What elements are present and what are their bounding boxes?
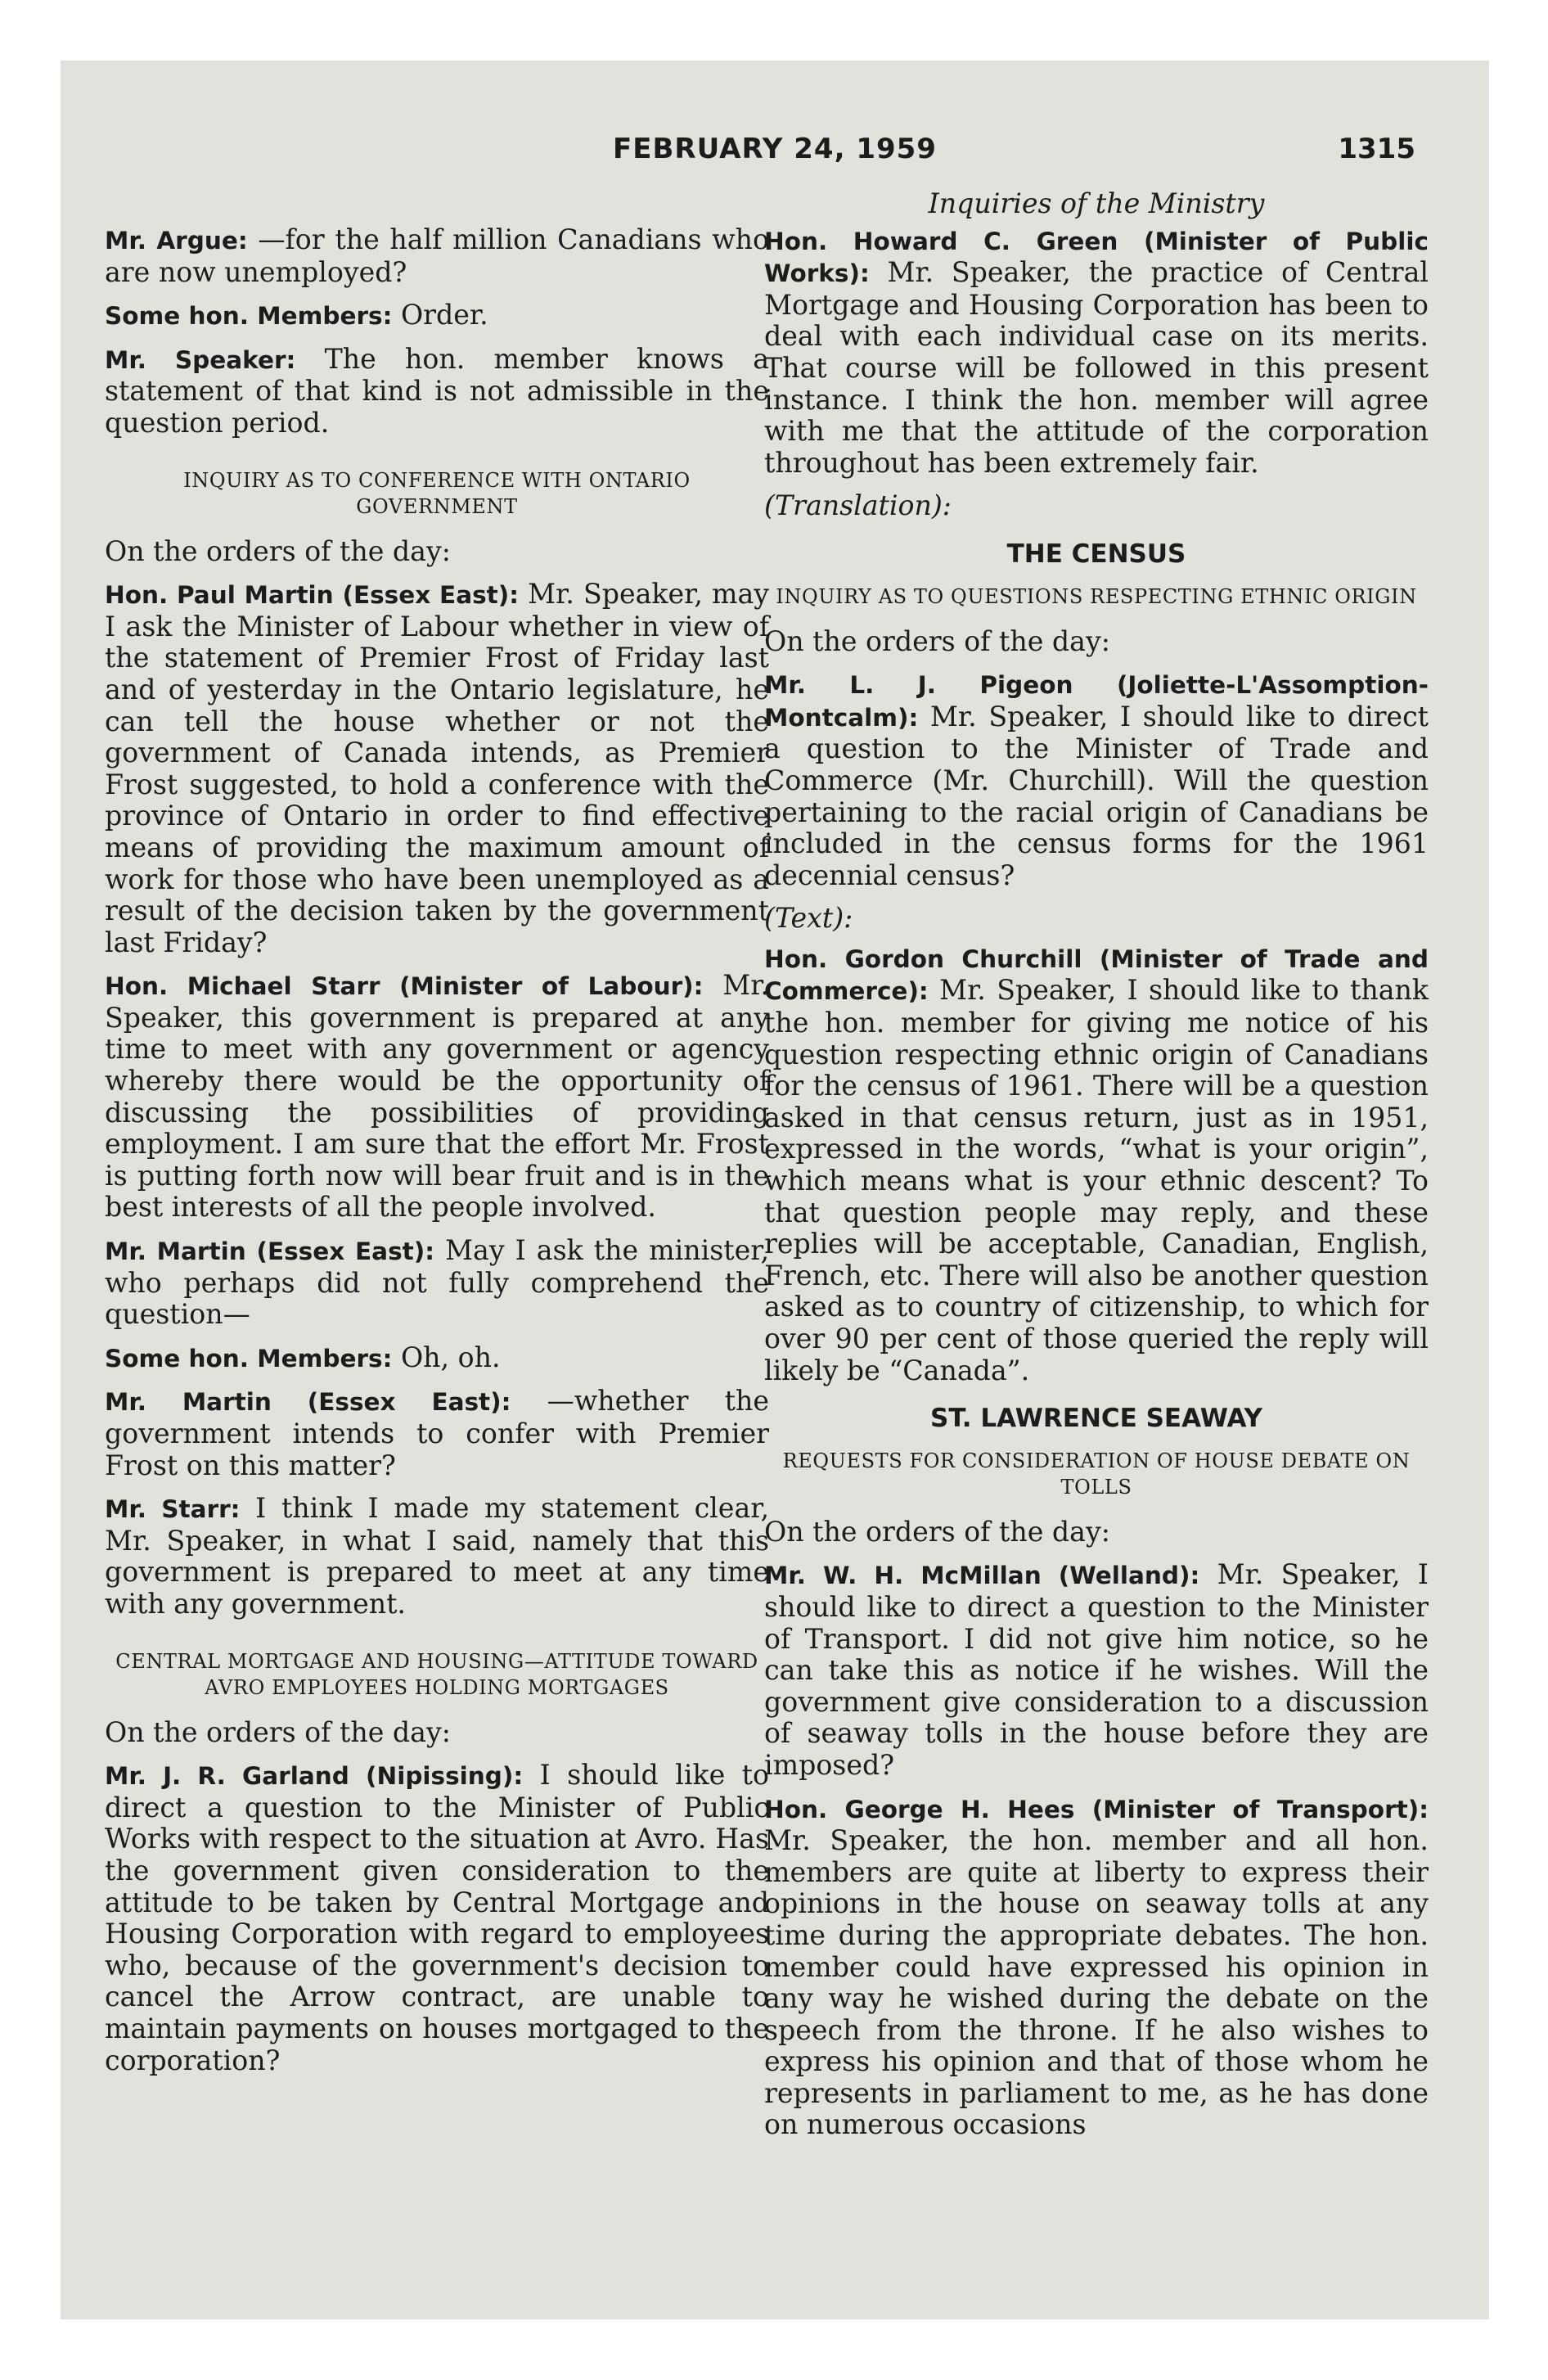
speech-text: Mr. Speaker, this government is prepared at any time to meet with any government or agency whereby there would be the opportunity of discussing the possibilities of providing employment. I am sure that the effort Mr. Frost is putting forth now will bear fruit and is in the best interests of all the people involved. [105,969,769,1224]
orders-of-the-day: On the orders of the day: [764,1515,1110,1548]
right-column [764,187,1429,2152]
speech-text: Mr. Speaker, the practice of Central Mortgage and Housing Corporation has been to deal with each individual case on its merits. That course will be followed in this present instance. I think the hon. member will agree with me that the attitude of the corporation throughout has been extremely fair. [764,256,1429,479]
header-date: FEBRUARY 24, 1959 [613,133,937,165]
paragraph [764,225,1429,480]
paragraph [105,344,769,439]
speaker-name: Mr. Starr: [105,1495,241,1524]
section-title: ST. LAWRENCE SEAWAY [930,1404,1262,1434]
page-scan [61,61,1489,2319]
speaker-name: Mr. J. R. Garland (Nipissing): [105,1762,524,1791]
orders-of-the-day: On the orders of the day: [764,624,1110,657]
orders-of-the-day: On the orders of the day: [105,534,451,567]
paragraph [764,1793,1429,2142]
speech-text: Mr. Speaker, may I ask the Minister of Labour whether in view of the statement of Premier Frost of Friday last and of yesterday in the Ontario legislature, he can tell the house whether or not the government of Canada intends, as Premier Frost suggested, to hold a conference with the province of Ontario in order to find effective means of providing the maximum amount of work for those who have been unemployed as a result of the decision taken by the government last Friday? [105,578,770,958]
speaker-name: Hon. Michael Starr (Minister of Labour): [105,972,704,1001]
paragraph [105,1342,769,1375]
translation-label: (Translation): [764,489,952,522]
section-heading: CENTRAL MORTGAGE AND HOUSING—ATTITUDE TOWARD AVRO EMPLOYEES HOLDING MORTGAGES [115,1649,758,1699]
page-number: 1315 [1338,133,1415,165]
speech-text: I should like to direct a question to the Minister of Public Works with respect to the situation at Avro. Has the government given consideration to the attitude to be taken by Central Mortgage and Housing Corporation with regard to employees who, because of the government's decision to cancel the Arrow contract, are unable to maintain payments on houses mortgaged to the corporation? [105,1759,769,2076]
speech-text: I think I made my statement clear, Mr. Speaker, in what I said, namely that this government is prepared to meet at any time with any government. [105,1492,769,1620]
running-head: Inquiries of the Ministry [928,187,1265,219]
speaker-name: Hon. George H. Hees (Minister of Transport): [764,1795,1429,1823]
paragraph [764,943,1429,1386]
speaker-name: Mr. Martin (Essex East): [105,1237,435,1266]
paragraph [105,970,769,1224]
section-subheading: INQUIRY AS TO QUESTIONS RESPECTING ETHNIC ORIGIN [776,584,1417,608]
speech-text: Oh, oh. [392,1341,501,1373]
paragraph [105,1386,769,1481]
orders-of-the-day: On the orders of the day: [105,1715,451,1748]
section-heading: INQUIRY AS TO CONFERENCE WITH ONTARIO GOVERNMENT [183,468,691,518]
speech-text: Mr. Speaker, I should like to thank the hon. member for giving me notice of his question respecting ethnic origin of Canadians for the census of 1961. There will be a question asked in that census return, just as in 1951, expressed in the words, “what is your origin”, which means what is your ethnic descent? To that question people may reply, and these replies will be acceptable, Canadian, English, French, etc. There will also be another question asked as to country of citizenship, to which for over 90 per cent of those queried the reply will likely be “Canada”. [764,974,1429,1386]
left-column [105,224,769,2088]
speaker-name: Mr. Argue: [105,227,248,255]
section-title: THE CENSUS [1006,539,1186,569]
speaker-name: Hon. Gordon Churchill (Minister of Trade and Commerce): [764,944,1429,1006]
speaker-name: Some hon. Members: [105,302,393,331]
speaker-name: Mr. Martin (Essex East): [105,1388,511,1417]
speech-text: —whether the government intends to confer with Premier Frost on this matter? [105,1385,770,1481]
speaker-name: Mr. L. J. Pigeon (Joliette-L'Assomption-Montcalm): [764,671,1429,732]
speaker-name: Hon. Howard C. Green (Minister of Public Works): [764,227,1429,288]
page-header [61,133,1489,182]
paragraph [764,669,1429,891]
paragraph [105,224,769,288]
paragraph [105,1760,769,2076]
speech-text: —for the half million Canadians who are now unemployed? [105,223,769,288]
section-subheading: REQUESTS FOR CONSIDERATION OF HOUSE DEBATE ON TOLLS [782,1449,1411,1499]
speech-text: Order. [392,299,488,331]
speech-text: Mr. Speaker, I should like to direct a question to the Minister of Trade and Commerce (Mr. Churchill). Will the question pertaining to the racial origin of Canadians be included in the census forms for the 1961 decennial census? [764,700,1429,891]
speech-text: Mr. Speaker, the hon. member and all hon. members are quite at liberty to express their opinions in the house on seaway tolls at any time during the appropriate debates. The hon. member could have expressed his opinion in any way he wished during the debate on the speech from the throne. If he also wishes to express his opinion and that of those whom he represents in parliament to me, as he has done on numerous occasions [764,1824,1429,2141]
paragraph [105,300,769,332]
paragraph [105,579,769,958]
speaker-name: Some hon. Members: [105,1344,393,1373]
speaker-name: Mr. Speaker: [105,345,296,374]
speaker-name: Hon. Paul Martin (Essex East): [105,581,520,610]
text-label: (Text): [764,902,853,935]
speaker-name: Mr. W. H. McMillan (Welland): [764,1562,1200,1590]
paragraph [764,1559,1429,1781]
speech-text: The hon. member knows a statement of that kind is not admissible in the question period. [105,342,769,439]
paragraph [105,1235,769,1331]
speech-text: Mr. Speaker, I should like to direct a question to the Minister of Transport. I did not give him notice, so he can take this as notice if he wishes. Will the government give consideration to a discussion of seaway tolls in the house before they are imposed? [764,1558,1429,1781]
speech-text: May I ask the minister, who perhaps did not fully comprehend the question— [105,1234,770,1331]
paragraph [105,1493,769,1620]
